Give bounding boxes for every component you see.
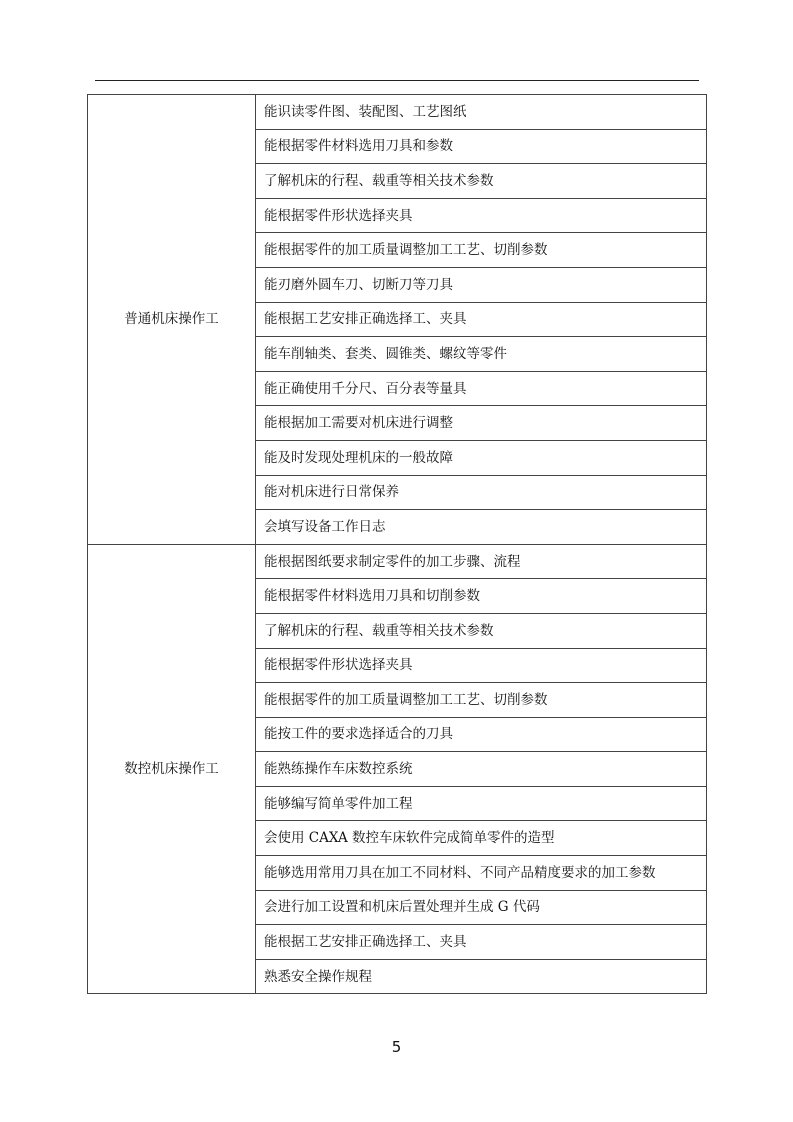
role-cell: 数控机床操作工 xyxy=(88,544,256,994)
skill-cell: 能按工件的要求选择适合的刀具 xyxy=(256,717,707,752)
skill-cell: 会使用 CAXA 数控车床软件完成简单零件的造型 xyxy=(256,821,707,856)
skill-cell: 能根据零件材料选用刀具和切削参数 xyxy=(256,579,707,614)
header-rule xyxy=(95,80,699,81)
skill-cell: 了解机床的行程、载重等相关技术参数 xyxy=(256,613,707,648)
skill-cell: 能根据零件形状选择夹具 xyxy=(256,198,707,233)
skill-cell: 能根据图纸要求制定零件的加工步骤、流程 xyxy=(256,544,707,579)
skill-cell: 了解机床的行程、载重等相关技术参数 xyxy=(256,164,707,199)
skill-cell: 能刃磨外圆车刀、切断刀等刀具 xyxy=(256,267,707,302)
skills-table-body xyxy=(88,95,707,994)
skill-cell: 熟悉安全操作规程 xyxy=(256,959,707,994)
skill-cell: 能及时发现处理机床的一般故障 xyxy=(256,440,707,475)
skills-table xyxy=(87,94,707,994)
skill-cell: 能识读零件图、装配图、工艺图纸 xyxy=(256,95,707,130)
table-row xyxy=(88,544,707,579)
skill-cell: 能根据零件的加工质量调整加工工艺、切削参数 xyxy=(256,233,707,268)
role-cell: 普通机床操作工 xyxy=(88,95,256,545)
skill-cell: 能正确使用千分尺、百分表等量具 xyxy=(256,371,707,406)
skill-cell: 能根据零件形状选择夹具 xyxy=(256,648,707,683)
skill-cell: 能熟练操作车床数控系统 xyxy=(256,752,707,787)
skill-cell: 能对机床进行日常保养 xyxy=(256,475,707,510)
skill-cell: 会进行加工设置和机床后置处理并生成 G 代码 xyxy=(256,890,707,925)
skill-cell: 能根据工艺安排正确选择工、夹具 xyxy=(256,302,707,337)
skill-cell: 能够编写简单零件加工程 xyxy=(256,786,707,821)
skill-cell: 会填写设备工作日志 xyxy=(256,510,707,545)
skill-cell: 能根据零件材料选用刀具和参数 xyxy=(256,129,707,164)
skill-cell: 能根据工艺安排正确选择工、夹具 xyxy=(256,925,707,960)
skill-cell: 能根据加工需要对机床进行调整 xyxy=(256,406,707,441)
skill-cell: 能车削轴类、套类、圆锥类、螺纹等零件 xyxy=(256,337,707,372)
skill-cell: 能够选用常用刀具在加工不同材料、不同产品精度要求的加工参数 xyxy=(256,856,707,891)
table-row xyxy=(88,95,707,130)
page-number: 5 xyxy=(391,1038,402,1056)
skill-cell: 能根据零件的加工质量调整加工工艺、切削参数 xyxy=(256,683,707,718)
